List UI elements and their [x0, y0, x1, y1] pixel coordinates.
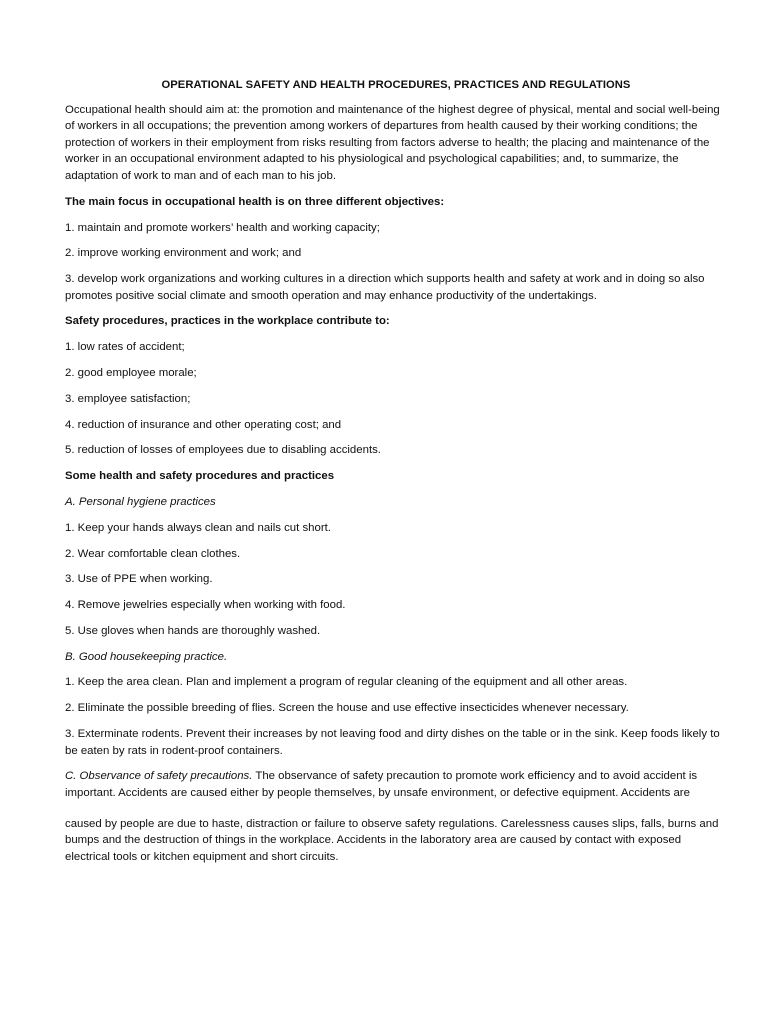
section-a-item-3: 3. Use of PPE when working. — [65, 573, 213, 586]
section-a-item-5: 5. Use gloves when hands are thoroughly washed. — [65, 624, 321, 637]
section-c-paragraph — [65, 768, 727, 801]
section-c-continuation: caused by people are due to haste, distraction or failure to observe safety regulations. Carelessness causes slips, falls, burns and bumps and the destruction of things in the workplace. Accidents in the laboratory area are caused by contact with exposed electrical tools or kitchen equipment and short circuits. — [65, 817, 719, 863]
contrib-heading: Safety procedures, practices in the workplace contribute to: — [65, 315, 390, 328]
intro-paragraph: Occupational health should aim at: the promotion and maintenance of the highest degree of physical, mental and social well-being of workers in all occupations; the prevention among workers of departures from health caused by their working conditions; the protection of workers in their employment from risks resulting from factors adverse to health; the placing and maintenance of the worker in an occupational environment adapted to his physiological and psychological capabilities; and, to summarize, the adaptation of work to man and of each man to his job. — [65, 103, 720, 182]
contrib-item-3: 3. employee satisfaction; — [65, 392, 191, 405]
document-title: OPERATIONAL SAFETY AND HEALTH PROCEDURES, PRACTICES AND REGULATIONS — [161, 79, 631, 91]
objective-item-1: 1. maintain and promote workers’ health and working capacity; — [65, 221, 380, 234]
section-b-item-3: 3. Exterminate rodents. Prevent their increases by not leaving food and dirty dishes on the table or in the sink. Keep foods likely to be eaten by rats in rodent-proof containers. — [65, 727, 720, 757]
practices-heading: Some health and safety procedures and practices — [65, 470, 335, 483]
objectives-heading: The main focus in occupational health is on three different objectives: — [65, 195, 445, 208]
section-b-item-2: 2. Eliminate the possible breeding of flies. Screen the house and use effective insecticides whenever necessary. — [65, 702, 629, 715]
document-page — [65, 77, 727, 875]
section-a-item-4: 4. Remove jewelries especially when working with food. — [65, 599, 346, 612]
contrib-item-2: 2. good employee morale; — [65, 367, 197, 380]
contrib-item-1: 1. low rates of accident; — [65, 341, 185, 354]
section-c-text: The observance of safety precaution to promote work efficiency and to avoid accident is important. Accidents are caused either by people themselves, by unsafe environment, or defective equipment. Accidents are — [65, 770, 698, 799]
section-a-item-1: 1. Keep your hands always clean and nails cut short. — [65, 521, 331, 534]
objective-item-3: 3. develop work organizations and working cultures in a direction which supports health and safety at work and in doing so also promotes positive social climate and smooth operation and may enhance productivity of the undertakings. — [65, 273, 705, 302]
section-b-heading: B. Good housekeeping practice. — [65, 650, 228, 663]
section-a-heading: A. Personal hygiene practices — [65, 495, 216, 508]
section-b-item-1: 1. Keep the area clean. Plan and implement a program of regular cleaning of the equipment and all other areas. — [65, 676, 628, 689]
contrib-item-4: 4. reduction of insurance and other operating cost; and — [65, 418, 342, 431]
contrib-item-5: 5. reduction of losses of employees due to disabling accidents. — [65, 444, 381, 457]
section-c-heading: C. Observance of safety precautions. — [65, 770, 253, 783]
objective-item-2: 2. improve working environment and work; and — [65, 247, 302, 260]
section-a-item-2: 2. Wear comfortable clean clothes. — [65, 547, 241, 560]
